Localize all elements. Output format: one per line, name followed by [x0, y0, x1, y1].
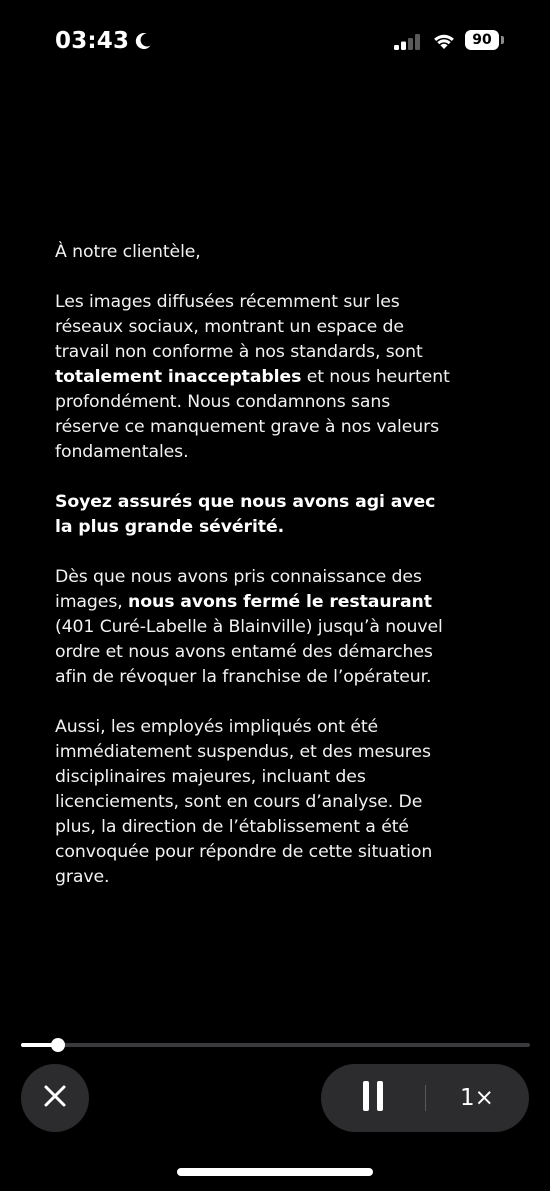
moon-icon: [133, 31, 153, 51]
battery-level: 90: [465, 30, 499, 50]
clock: [55, 26, 153, 56]
status-time: 03:43: [55, 28, 130, 54]
greeting: À notre clientèle,: [55, 242, 201, 262]
paragraph-1: [55, 290, 455, 465]
paragraph-4: Aussi, les employés impliqués ont été immédiatement suspendus, et des mesures disciplinaires majeures, incluant des licenciements, sont en cours d’analyse. De plus, la direction de l’établissement a été convoquée pour répondre de cette situation grave.: [55, 717, 433, 887]
playback-speed-button[interactable]: 1×: [460, 1085, 494, 1111]
paragraph-1-bold: totalement inacceptables: [55, 367, 302, 387]
paragraph-2-bold: Soyez assurés que nous avons agi avec la plus grande sévérité.: [55, 492, 436, 537]
paragraph-1-text-a: Les images diffusées récemment sur les réseaux sociaux, montrant un espace de travail non conforme à nos standards, sont: [55, 292, 423, 362]
battery-icon: [465, 30, 505, 52]
progress-knob[interactable]: [51, 1038, 65, 1052]
article-body: [55, 240, 455, 915]
progress-slider[interactable]: [21, 1040, 530, 1050]
wifi-icon: [432, 31, 456, 51]
close-icon: [43, 1084, 67, 1112]
paragraph-1-text-b: et nous heurtent profondément. Nous condamnons sans réserve ce manquement grave à nos valeurs fondamentales.: [55, 367, 450, 462]
pause-icon: [361, 1081, 385, 1115]
paragraph-3-text-b: (401 Curé-Labelle à Blainville) jusqu’à nouvel ordre et nous avons entamé des démarches afin de révoquer la franchise de l’opérateur.: [55, 617, 443, 687]
home-indicator[interactable]: [177, 1168, 373, 1176]
status-bar: [0, 0, 550, 82]
paragraph-3-text-a: Dès que nous avons pris connaissance des images,: [55, 567, 422, 612]
pause-button[interactable]: [351, 1064, 395, 1132]
progress-track: [21, 1043, 530, 1047]
battery-cap: [501, 36, 504, 44]
playback-controls: [321, 1064, 529, 1132]
signal-icon: [394, 34, 422, 50]
close-button[interactable]: [21, 1064, 89, 1132]
paragraph-3: [55, 565, 455, 690]
paragraph-2: [55, 490, 455, 540]
controls-divider: [425, 1085, 426, 1111]
paragraph-3-bold: nous avons fermé le restaurant: [128, 592, 432, 612]
